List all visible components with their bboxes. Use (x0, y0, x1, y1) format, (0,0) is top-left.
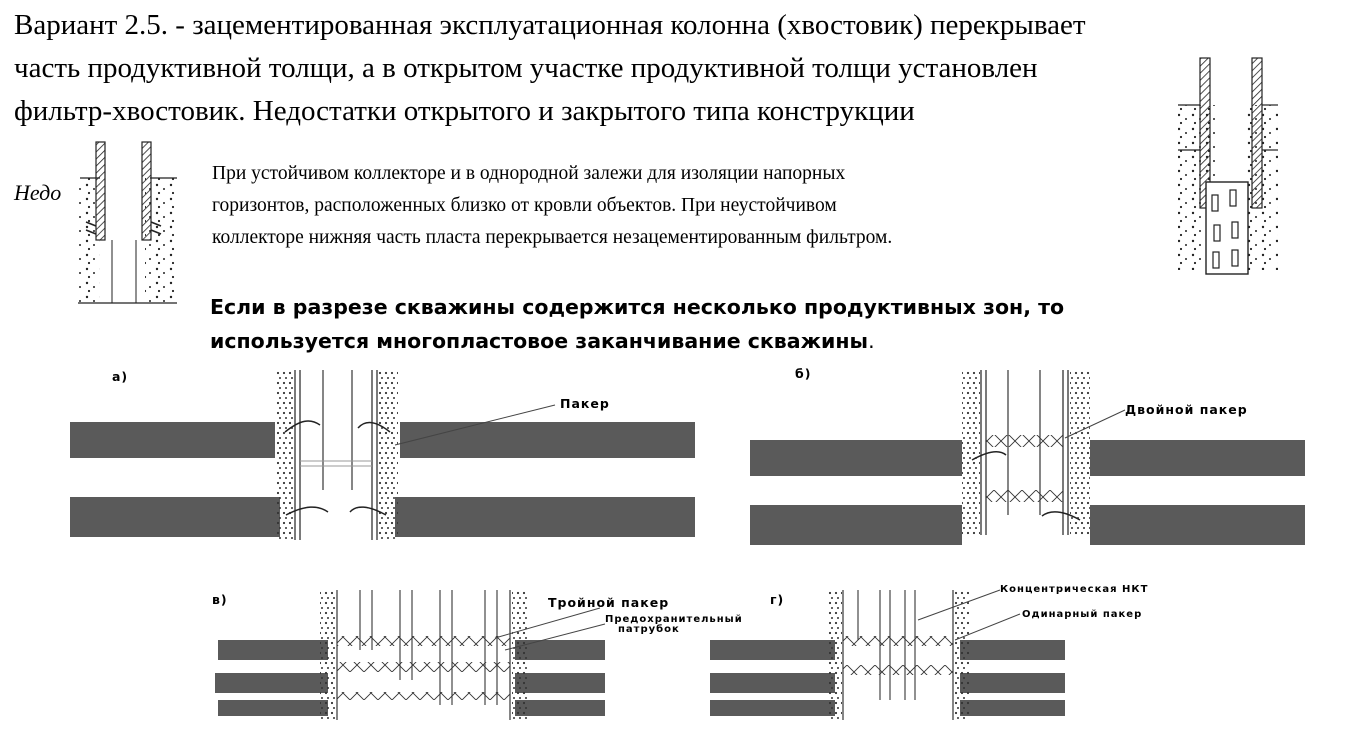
diagram-a (70, 369, 695, 540)
diagram-v-label: Тройной пакер (548, 595, 670, 610)
diagram-g (710, 584, 1148, 720)
diagram-g-label2: Одинарный пакер (1022, 609, 1143, 620)
open-hole-sketch (78, 142, 177, 303)
diagram-b-label: Двойной пакер (1125, 402, 1248, 417)
diagram-b-letter: б) (795, 366, 812, 381)
diagram-a-letter: а) (112, 369, 129, 384)
multizone-line-1: Если в разрезе скважины содержится несколько продуктивных зон, то (210, 295, 1065, 319)
diagram-v-letter: в) (212, 592, 228, 607)
multizone-line-2: используется многопластовое заканчивание скважины (210, 329, 869, 353)
description-line-1: При устойчивом коллекторе и в однородной залежи для изоляции напорных (212, 163, 846, 184)
title-line-2: часть продуктивной толщи, а в открытом участке продуктивной толщи установлен (14, 52, 1038, 84)
filter-liner-sketch (1178, 58, 1278, 274)
description-line-3: коллекторе нижняя часть пласта перекрывается незацементированным фильтром. (212, 227, 893, 248)
multizone-dot: . (868, 329, 875, 353)
diagram-g-letter: г) (770, 592, 785, 607)
title-line-1: Вариант 2.5. - зацементированная эксплуатационная колонна (хвостовик) перекрывает (14, 9, 1086, 41)
diagram-v-label2-line1: Предохранительный (605, 614, 743, 625)
diagram-v-label2-line2: патрубок (618, 624, 680, 635)
diagram-b (750, 366, 1305, 545)
diagram-a-label: Пакер (560, 396, 610, 411)
side-note: Недо (14, 180, 62, 205)
diagram-g-label: Концентрическая НКТ (1000, 584, 1149, 595)
title-line-3: фильтр-хвостовик. Недостатки открытого и закрытого типа конструкции (14, 95, 915, 127)
diagram-v (212, 590, 743, 720)
description-line-2: горизонтов, расположенных близко от кровли объектов. При неустойчивом (212, 195, 837, 216)
